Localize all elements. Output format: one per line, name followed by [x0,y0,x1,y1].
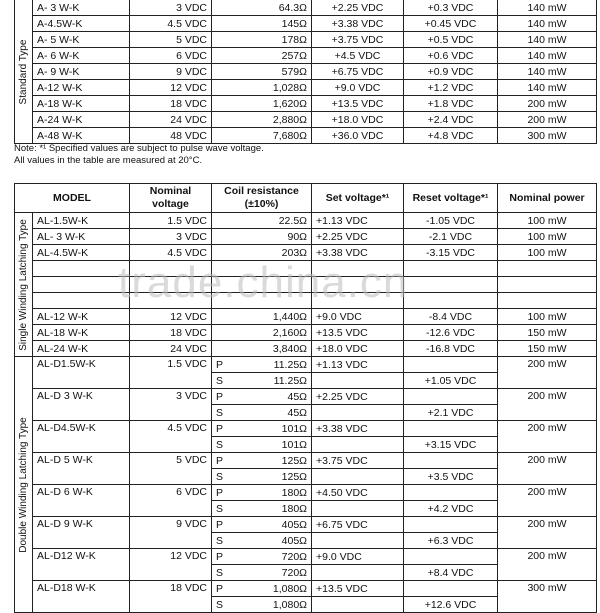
coil-secondary-letter: S [216,534,224,547]
group-label-double-winding [15,357,33,613]
cell-set: +9.0 VDC [312,549,404,565]
cell-model: A-4.5W-K [33,16,130,32]
coil-primary-value: 125Ω [281,454,308,467]
cell-model: AL-D 5 W-K [33,453,130,485]
cell-model: A- 6 W-K [33,48,130,64]
cell-set [312,277,404,293]
cell-set-empty [312,597,404,613]
coil-secondary-value: 720Ω [281,566,308,579]
header-set-voltage: Set voltage*¹ [312,184,404,213]
cell-voltage: 4.5 VDC [130,245,212,261]
cell-coil: 1,440Ω [212,309,312,325]
cell-reset [404,293,498,309]
cell-coil: 178Ω [212,32,312,48]
cell-set [312,293,404,309]
cell-power: 140 mW [498,32,597,48]
cell-coil-primary [212,581,312,597]
cell-reset: +4.8 VDC [404,128,498,144]
coil-secondary-letter: S [216,598,224,611]
cell-voltage [130,293,212,309]
coil-primary-letter: P [216,358,224,371]
cell-reset: +1.05 VDC [404,373,498,389]
cell-voltage: 12 VDC [130,80,212,96]
cell-coil [212,293,312,309]
table-row-primary [15,581,597,597]
cell-set: +13.5 VDC [312,96,404,112]
cell-coil: 90Ω [212,229,312,245]
cell-coil: 22.5Ω [212,213,312,229]
cell-set-empty [312,533,404,549]
cell-model: AL-12 W-K [33,309,130,325]
table-row-primary [15,485,597,501]
cell-coil-primary [212,421,312,437]
table-row [15,32,597,48]
cell-coil-primary [212,517,312,533]
coil-primary-value: 1,080Ω [272,582,308,595]
cell-voltage: 3 VDC [130,0,212,16]
cell-reset: -3.15 VDC [404,245,498,261]
cell-set: +36.0 VDC [312,128,404,144]
cell-reset: +0.5 VDC [404,32,498,48]
cell-set-empty [312,565,404,581]
cell-power: 200 mW [498,517,597,549]
cell-set-empty [312,501,404,517]
cell-power: 140 mW [498,48,597,64]
table-row [15,96,597,112]
latching-type-table [14,183,597,613]
cell-set: +2.25 VDC [312,229,404,245]
watermark-text: trade.china.cn [118,258,409,307]
coil-secondary-letter: S [216,406,224,419]
cell-model: AL-D 6 W-K [33,485,130,517]
table-row-primary [15,517,597,533]
cell-coil-primary [212,357,312,373]
cell-model: AL-24 W-K [33,341,130,357]
table-row [15,112,597,128]
coil-primary-value: 720Ω [281,550,308,563]
cell-coil-secondary [212,373,312,389]
coil-primary-letter: P [216,486,224,499]
cell-power: 140 mW [498,80,597,96]
cell-power: 140 mW [498,0,597,16]
cell-power: 150 mW [498,341,597,357]
cell-set: +3.75 VDC [312,453,404,469]
cell-power: 100 mW [498,245,597,261]
cell-voltage: 12 VDC [130,309,212,325]
coil-secondary-value: 11.25Ω [273,374,308,387]
cell-set: +18.0 VDC [312,341,404,357]
cell-power [498,261,597,277]
cell-coil-secondary [212,501,312,517]
cell-reset: -2.1 VDC [404,229,498,245]
group-label-text: Double Winding Latching Type [17,416,29,553]
table-row [15,341,597,357]
standard-type-table [14,0,597,144]
cell-reset [404,261,498,277]
header-nominal-voltage: Nominal voltage [130,184,212,213]
cell-model [33,277,130,293]
table-row [15,261,597,277]
cell-voltage: 24 VDC [130,112,212,128]
cell-model: AL-D18 W-K [33,581,130,613]
cell-set: +6.75 VDC [312,64,404,80]
group-label-text: Standard Type [17,39,29,104]
table-row [15,229,597,245]
cell-set: +13.5 VDC [312,325,404,341]
cell-coil-secondary [212,405,312,421]
cell-voltage: 48 VDC [130,128,212,144]
cell-reset [404,277,498,293]
cell-model: AL-18 W-K [33,325,130,341]
cell-set: +3.38 VDC [312,16,404,32]
header-nominal-power: Nominal power [498,184,597,213]
coil-secondary-value: 405Ω [281,534,308,547]
cell-set: +13.5 VDC [312,581,404,597]
coil-primary-letter: P [216,550,224,563]
cell-voltage: 5 VDC [130,453,212,485]
coil-secondary-value: 1,080Ω [272,598,308,611]
cell-power [498,293,597,309]
table-row [15,64,597,80]
cell-reset-empty [404,421,498,437]
cell-set: +18.0 VDC [312,112,404,128]
cell-power: 200 mW [498,389,597,421]
table-row [15,0,597,16]
cell-voltage: 4.5 VDC [130,16,212,32]
cell-power: 300 mW [498,128,597,144]
header-coil-resistance: Coil resistance (±10%) [212,184,312,213]
table-row-primary [15,421,597,437]
cell-coil [212,261,312,277]
cell-coil-primary [212,453,312,469]
cell-reset: +4.2 VDC [404,501,498,517]
coil-primary-value: 101Ω [281,422,308,435]
cell-reset-empty [404,389,498,405]
cell-power: 150 mW [498,325,597,341]
cell-power: 100 mW [498,213,597,229]
cell-reset: +2.4 VDC [404,112,498,128]
cell-reset: +0.6 VDC [404,48,498,64]
cell-set-empty [312,405,404,421]
cell-reset: +6.3 VDC [404,533,498,549]
cell-voltage: 1.5 VDC [130,357,212,389]
cell-model: AL-1.5W-K [33,213,130,229]
cell-set-empty [312,373,404,389]
cell-coil: 64.3Ω [212,0,312,16]
cell-reset-empty [404,517,498,533]
cell-power: 200 mW [498,453,597,485]
coil-secondary-letter: S [216,566,224,579]
coil-secondary-value: 101Ω [281,438,308,451]
table-row-primary [15,453,597,469]
cell-power: 100 mW [498,229,597,245]
cell-power: 200 mW [498,112,597,128]
cell-reset: -8.4 VDC [404,309,498,325]
cell-power: 200 mW [498,485,597,517]
cell-coil: 2,160Ω [212,325,312,341]
coil-secondary-letter: S [216,502,224,515]
cell-coil-secondary [212,533,312,549]
cell-model: A-18 W-K [33,96,130,112]
cell-coil [212,277,312,293]
group-label-text: Single Winding Latching Type [17,218,29,351]
coil-primary-value: 11.25Ω [273,358,308,371]
cell-coil-secondary [212,565,312,581]
cell-reset: +1.2 VDC [404,80,498,96]
cell-voltage: 6 VDC [130,485,212,517]
coil-secondary-value: 180Ω [281,502,308,515]
cell-reset: +0.3 VDC [404,0,498,16]
cell-power: 140 mW [498,64,597,80]
cell-model: AL-D4.5W-K [33,421,130,453]
cell-coil: 203Ω [212,245,312,261]
cell-coil-primary [212,485,312,501]
cell-set: +1.13 VDC [312,357,404,373]
cell-reset-empty [404,453,498,469]
cell-coil-secondary [212,469,312,485]
cell-coil-primary [212,549,312,565]
table-row [15,325,597,341]
cell-reset: -16.8 VDC [404,341,498,357]
group-label-standard [15,0,33,144]
cell-reset: +8.4 VDC [404,565,498,581]
coil-primary-value: 180Ω [281,486,308,499]
coil-primary-letter: P [216,454,224,467]
cell-voltage: 3 VDC [130,389,212,421]
cell-coil: 257Ω [212,48,312,64]
note-line-2: All values in the table are measured at 20°C. [14,155,203,166]
coil-secondary-value: 45Ω [287,406,308,419]
cell-power: 200 mW [498,421,597,453]
cell-set-empty [312,437,404,453]
cell-power [498,277,597,293]
cell-coil: 1,620Ω [212,96,312,112]
cell-reset: +1.8 VDC [404,96,498,112]
cell-coil: 3,840Ω [212,341,312,357]
table-note [14,143,264,167]
table-row [15,128,597,144]
cell-reset: +3.5 VDC [404,469,498,485]
coil-secondary-value: 125Ω [281,470,308,483]
cell-reset: +12.6 VDC [404,597,498,613]
cell-coil: 579Ω [212,64,312,80]
table-row [15,48,597,64]
cell-coil-secondary [212,437,312,453]
coil-secondary-letter: S [216,438,224,451]
cell-model: AL-D 3 W-K [33,389,130,421]
cell-power: 200 mW [498,96,597,112]
cell-reset: -1.05 VDC [404,213,498,229]
cell-power: 100 mW [498,309,597,325]
cell-model: A- 9 W-K [33,64,130,80]
table-row [15,293,597,309]
cell-model: AL-D12 W-K [33,549,130,581]
cell-reset: +3.15 VDC [404,437,498,453]
cell-set-empty [312,469,404,485]
cell-set: +3.38 VDC [312,245,404,261]
coil-primary-value: 405Ω [281,518,308,531]
cell-power: 200 mW [498,357,597,389]
header-row [15,184,597,213]
table-row [15,80,597,96]
coil-secondary-letter: S [216,374,224,387]
cell-set: +4.50 VDC [312,485,404,501]
table-row [15,309,597,325]
cell-model [33,261,130,277]
table-row [15,277,597,293]
cell-set: +9.0 VDC [312,80,404,96]
cell-voltage: 18 VDC [130,581,212,613]
cell-coil: 145Ω [212,16,312,32]
cell-model: A- 3 W-K [33,0,130,16]
cell-voltage: 24 VDC [130,341,212,357]
cell-coil: 2,880Ω [212,112,312,128]
cell-coil: 1,028Ω [212,80,312,96]
cell-reset: +2.1 VDC [404,405,498,421]
cell-voltage: 1.5 VDC [130,213,212,229]
cell-voltage: 4.5 VDC [130,421,212,453]
cell-model: A-12 W-K [33,80,130,96]
coil-primary-letter: P [216,390,224,403]
cell-voltage: 3 VDC [130,229,212,245]
cell-coil-primary [212,389,312,405]
cell-model: A-24 W-K [33,112,130,128]
header-model: MODEL [15,184,130,213]
table-row-primary [15,389,597,405]
cell-model: AL-D 9 W-K [33,517,130,549]
cell-model: AL-D1.5W-K [33,357,130,389]
cell-coil: 7,680Ω [212,128,312,144]
cell-voltage: 9 VDC [130,64,212,80]
cell-set [312,261,404,277]
cell-voltage [130,261,212,277]
cell-set: +1.13 VDC [312,213,404,229]
cell-model [33,293,130,309]
cell-model: A- 5 W-K [33,32,130,48]
cell-set: +9.0 VDC [312,309,404,325]
cell-voltage: 18 VDC [130,96,212,112]
table-row [15,16,597,32]
cell-power: 300 mW [498,581,597,613]
cell-power: 200 mW [498,549,597,581]
table-row [15,213,597,229]
cell-model: AL- 3 W-K [33,229,130,245]
cell-voltage: 12 VDC [130,549,212,581]
cell-coil-secondary [212,597,312,613]
cell-power: 140 mW [498,16,597,32]
header-reset-voltage: Reset voltage*¹ [404,184,498,213]
cell-reset-empty [404,357,498,373]
cell-reset-empty [404,581,498,597]
table-row-primary [15,357,597,373]
cell-voltage [130,277,212,293]
cell-voltage: 5 VDC [130,32,212,48]
coil-primary-letter: P [216,518,224,531]
cell-reset-empty [404,549,498,565]
cell-set: +3.38 VDC [312,421,404,437]
cell-voltage: 6 VDC [130,48,212,64]
cell-reset: -12.6 VDC [404,325,498,341]
coil-primary-letter: P [216,582,224,595]
cell-set: +2.25 VDC [312,389,404,405]
cell-set: +2.25 VDC [312,0,404,16]
table-row [15,245,597,261]
cell-voltage: 18 VDC [130,325,212,341]
cell-set: +6.75 VDC [312,517,404,533]
cell-set: +4.5 VDC [312,48,404,64]
table-row-primary [15,549,597,565]
cell-reset: +0.9 VDC [404,64,498,80]
cell-model: AL-4.5W-K [33,245,130,261]
cell-reset: +0.45 VDC [404,16,498,32]
group-label-single-winding [15,213,33,357]
coil-primary-letter: P [216,422,224,435]
coil-secondary-letter: S [216,470,224,483]
cell-model: A-48 W-K [33,128,130,144]
note-line-1: Note: *¹ Specified values are subject to pulse wave voltage. [14,143,264,154]
cell-voltage: 9 VDC [130,517,212,549]
cell-reset-empty [404,485,498,501]
cell-set: +3.75 VDC [312,32,404,48]
coil-primary-value: 45Ω [287,390,308,403]
